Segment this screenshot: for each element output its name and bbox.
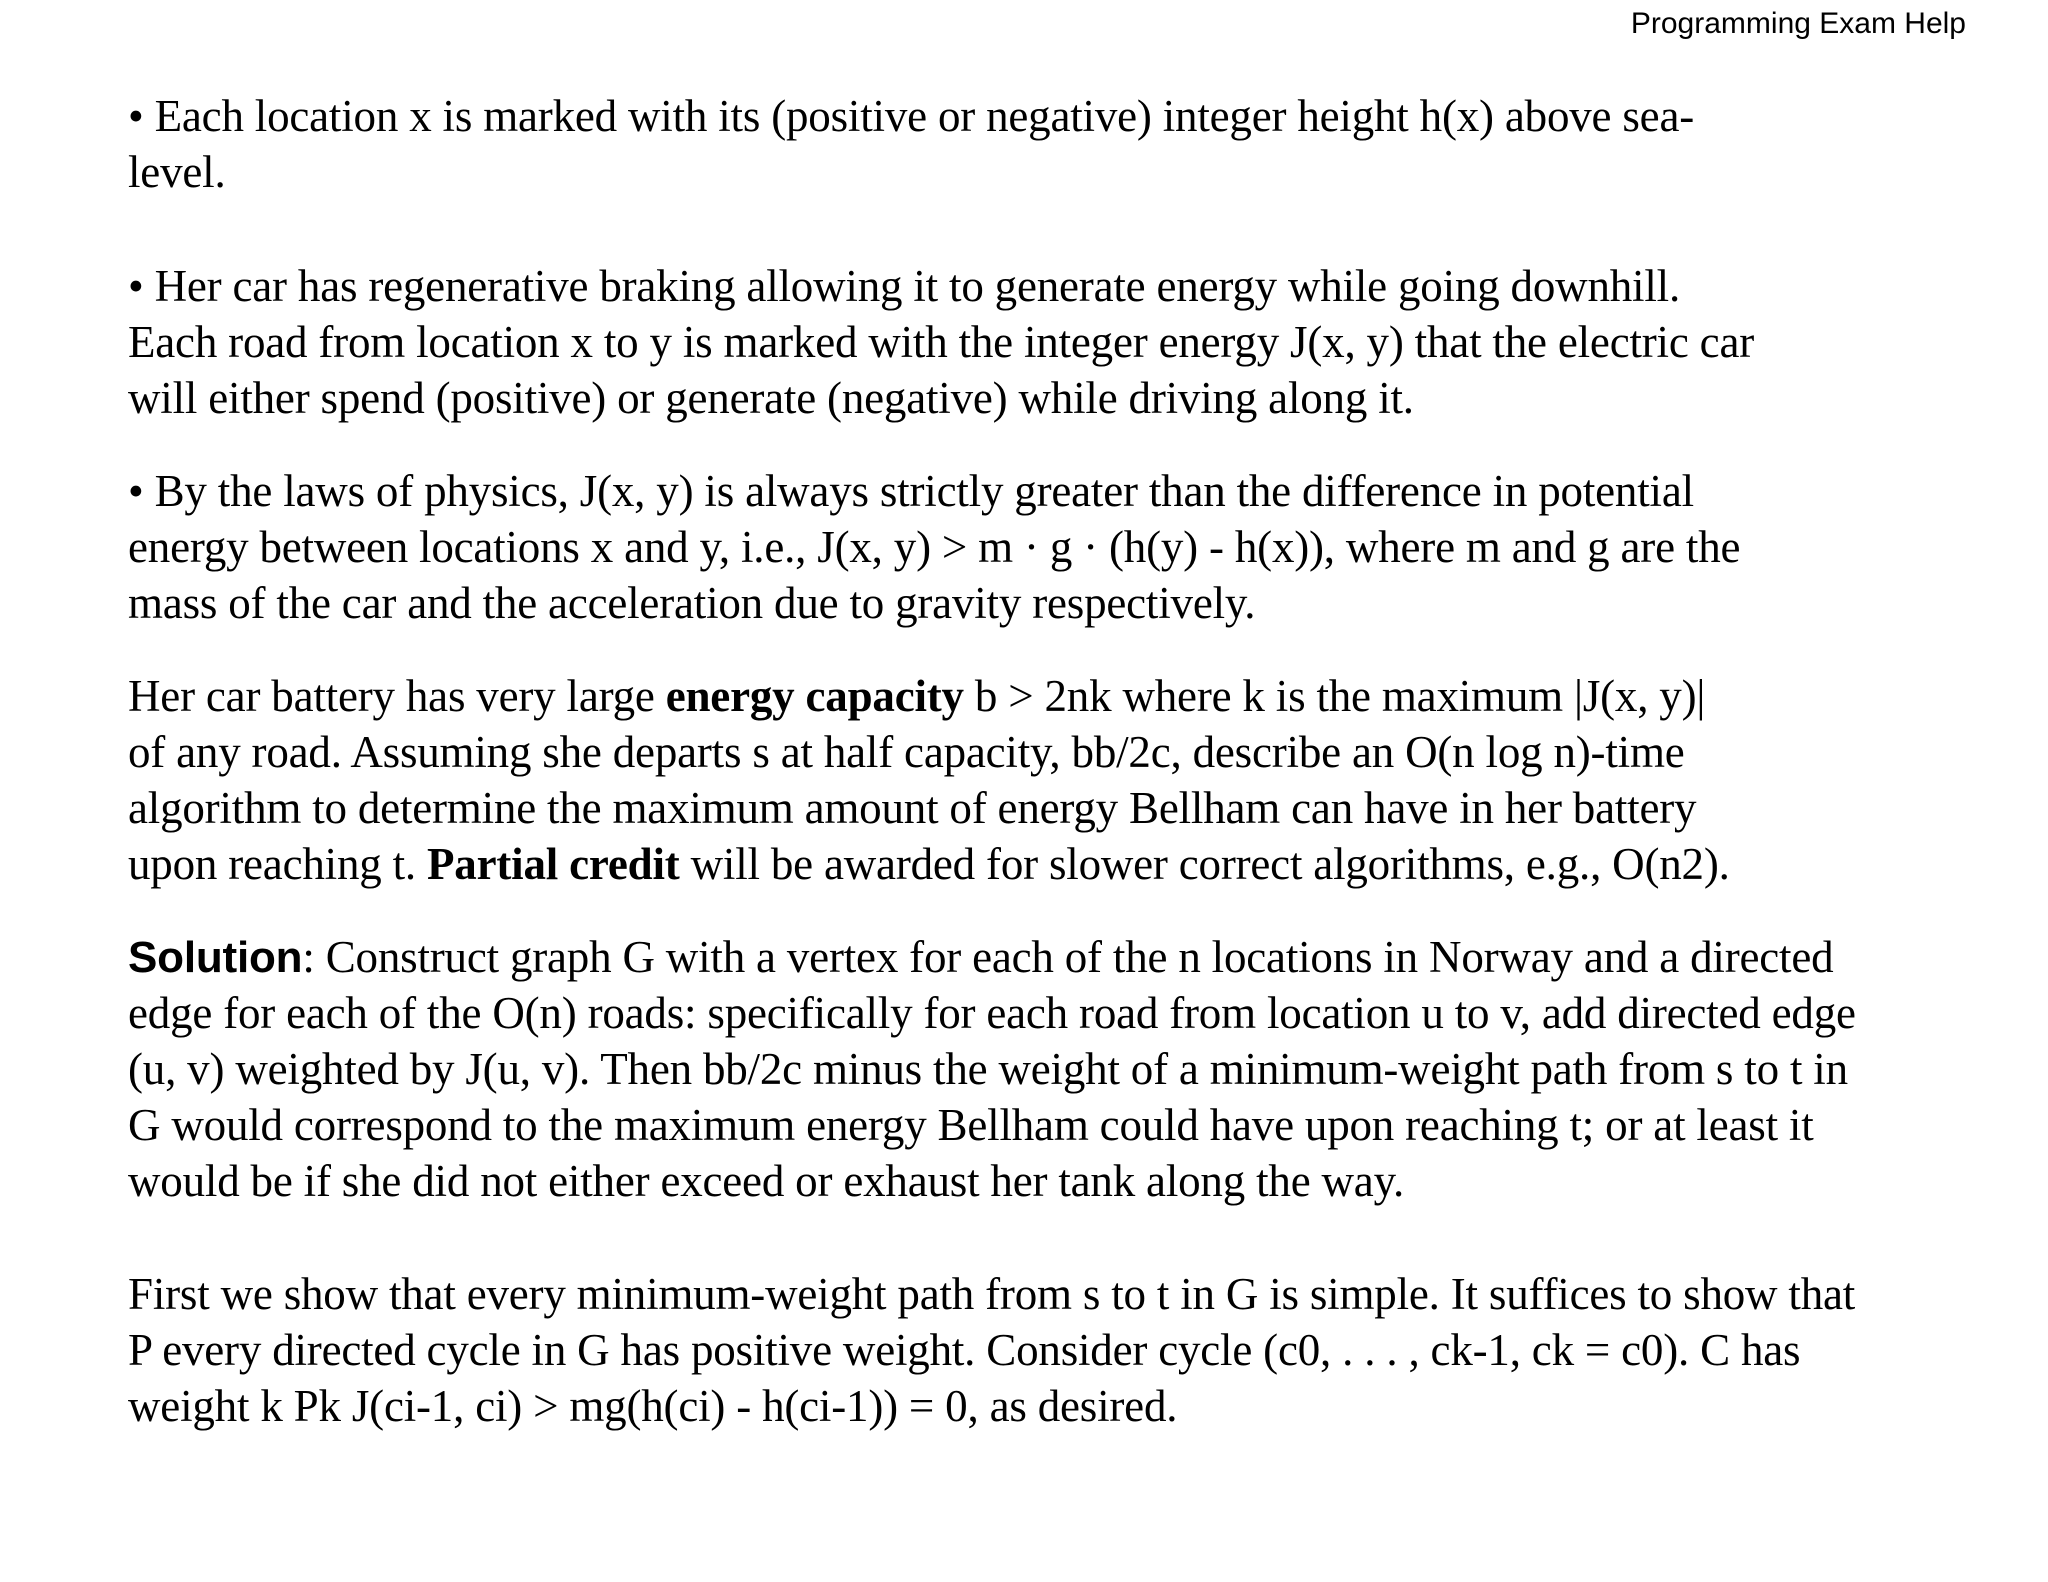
bullet-location-height [128, 88, 1694, 200]
text-line: mass of the car and the acceleration due to gravity respectively. [128, 578, 1256, 628]
text-segment: Her car battery has very large [128, 671, 666, 721]
text-line: G would correspond to the maximum energy Bellham could have upon reaching t; or at least it [128, 1100, 1814, 1150]
bullet-laws-of-physics [128, 463, 1740, 631]
text-line: will either spend (positive) or generate (negative) while driving along it. [128, 373, 1414, 423]
text-line: algorithm to determine the maximum amount of energy Bellham can have in her battery [128, 783, 1697, 833]
text-line: • Each location x is marked with its (positive or negative) integer height h(x) above sea- [128, 91, 1695, 141]
text-line [128, 929, 1856, 985]
text-line [128, 668, 1730, 724]
text-segment: will be awarded for slower correct algorithms, e.g., O(n2). [679, 839, 1730, 889]
text-segment: upon reaching t. [128, 839, 428, 889]
solution-paragraph [128, 929, 1856, 1209]
bold-term-partial-credit: Partial credit [427, 839, 680, 889]
text-line: would be if she did not either exceed or exhaust her tank along the way. [128, 1156, 1405, 1206]
bold-term-energy-capacity: energy capacity [665, 671, 964, 721]
text-line: edge for each of the O(n) roads: specifically for each road from location u to v, add directed edge [128, 988, 1856, 1038]
text-line: • Her car has regenerative braking allowing it to generate energy while going downhill. [128, 261, 1680, 311]
text-line: P every directed cycle in G has positive weight. Consider cycle (c0, . . . , ck-1, ck = c0). C has [128, 1325, 1801, 1375]
brand-label: Programming Exam Help [1630, 7, 1966, 40]
task-statement [128, 668, 1730, 892]
text-line: Each road from location x to y is marked with the integer energy J(x, y) that the electric car [128, 317, 1755, 367]
text-line: First we show that every minimum-weight path from s to t in G is simple. It suffices to show that [128, 1269, 1856, 1319]
text-line [128, 836, 1730, 892]
text-line: level. [128, 147, 226, 197]
text-line: (u, v) weighted by J(u, v). Then bb/2c minus the weight of a minimum-weight path from s to t in [128, 1044, 1848, 1094]
text-line: • By the laws of physics, J(x, y) is always strictly greater than the difference in potential [128, 466, 1694, 516]
text-segment: b > 2nk where k is the maximum |J(x, y)| [963, 671, 1706, 721]
text-line: energy between locations x and y, i.e., J(x, y) > m · g · (h(y) - h(x)), where m and g are the [128, 522, 1741, 572]
text-segment: : Construct graph G with a vertex for each of the n locations in Norway and a directed [302, 932, 1834, 982]
text-line: weight k Pk J(ci-1, ci) > mg(h(ci) - h(ci-1)) = 0, as desired. [128, 1381, 1178, 1431]
bullet-regenerative-braking [128, 258, 1754, 426]
solution-label: Solution [128, 933, 303, 982]
text-line: of any road. Assuming she departs s at half capacity, bb/2c, describe an O(n log n)-time [128, 727, 1685, 777]
proof-paragraph [128, 1266, 1855, 1434]
